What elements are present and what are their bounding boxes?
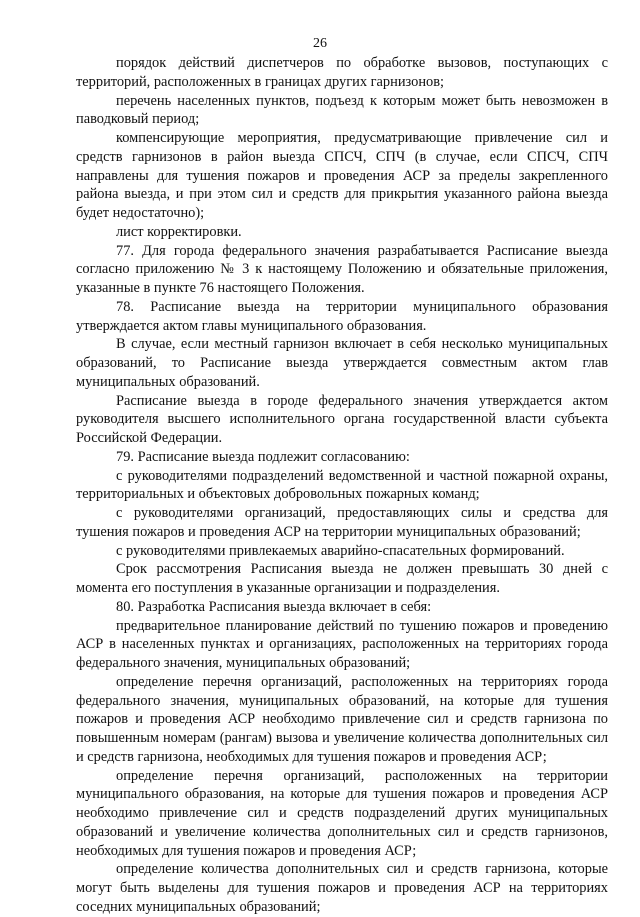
paragraph: Срок рассмотрения Расписания выезда не должен превышать 30 дней с момента его поступления в указанные организации и подразделения. [76,561,608,596]
paragraph: порядок действий диспетчеров по обработке вызовов, поступающих с территорий, расположенных в границах других гарнизонов; [76,55,608,90]
paragraph-item-79: 79. Расписание выезда подлежит согласованию: [116,448,410,465]
body-text [76,54,608,917]
paragraph: определение перечня организаций, расположенных на территории муниципального образования, на которые для тушения пожаров и проведения АСР необходимо привлечение сил и средств подразделений других муниципальных образований и увеличение количества дополнительных сил и средств гарнизонов, необходимых для тушения пожаров и проведения АСР; [76,767,608,859]
paragraph: компенсирующие мероприятия, предусматривающие привлечение сил и средств гарнизонов в район выезда СПСЧ, СПЧ (в случае, если СПСЧ, СПЧ направлены для тушения пожаров и проведения АСР за пределы закрепленного района выезда, и при этом сил и средств для прикрытия указанного района выезда будет недостаточно); [76,130,608,221]
paragraph: В случае, если местный гарнизон включает в себя несколько муниципальных образований, то Расписание выезда утверждается совместным актом глав муниципальных образований. [76,336,608,390]
page-number: 26 [313,36,327,51]
paragraph: с руководителями подразделений ведомственной и частной пожарной охраны, территориальных и объектовых добровольных пожарных команд; [76,467,608,503]
paragraph: с руководителями организаций, предоставляющих силы и средства для тушения пожаров и проведения АСР на территории муниципальных образований; [76,505,608,540]
paragraph: Расписание выезда в городе федерального значения утверждается актом руководителя высшего исполнительного органа государственной власти субъекта Российской Федерации. [76,392,608,446]
paragraph: лист корректировки. [116,223,242,240]
paragraph-item-77: 77. Для города федерального значения разрабатывается Расписание выезда согласно приложению № 3 к настоящему Положению и обязательные приложения, указанные в пункте 76 настоящего Положения. [76,242,608,296]
paragraph-item-80: 80. Разработка Расписания выезда включает в себя: [116,598,432,615]
paragraph: определение перечня организаций, расположенных на территориях города федерального значения, муниципальных образований, на которые для тушения пожаров и проведения АСР необходимо привлечение сил и средств гарнизона по повышенным номерам (рангам) вызова и увеличение количества дополнительных сил и средств гарнизона, необходимых для тушения пожаров и проведения АСР; [76,673,608,765]
paragraph: с руководителями привлекаемых аварийно-спасательных формирований. [116,542,565,559]
paragraph: определение количества дополнительных сил и средств гарнизона, которые могут быть выделены для тушения пожаров и проведения АСР на территориях соседних муниципальных образований; [76,861,608,915]
paragraph: перечень населенных пунктов, подъезд к которым может быть невозможен в паводковый период; [76,92,608,128]
paragraph: предварительное планирование действий по тушению пожаров и проведению АСР в населенных пунктах и организациях, расположенных на территориях города федерального значения, муниципальных образований; [76,617,608,671]
paragraph-item-78: 78. Расписание выезда на территории муниципального образования утверждается актом главы муниципального образования. [76,298,608,334]
